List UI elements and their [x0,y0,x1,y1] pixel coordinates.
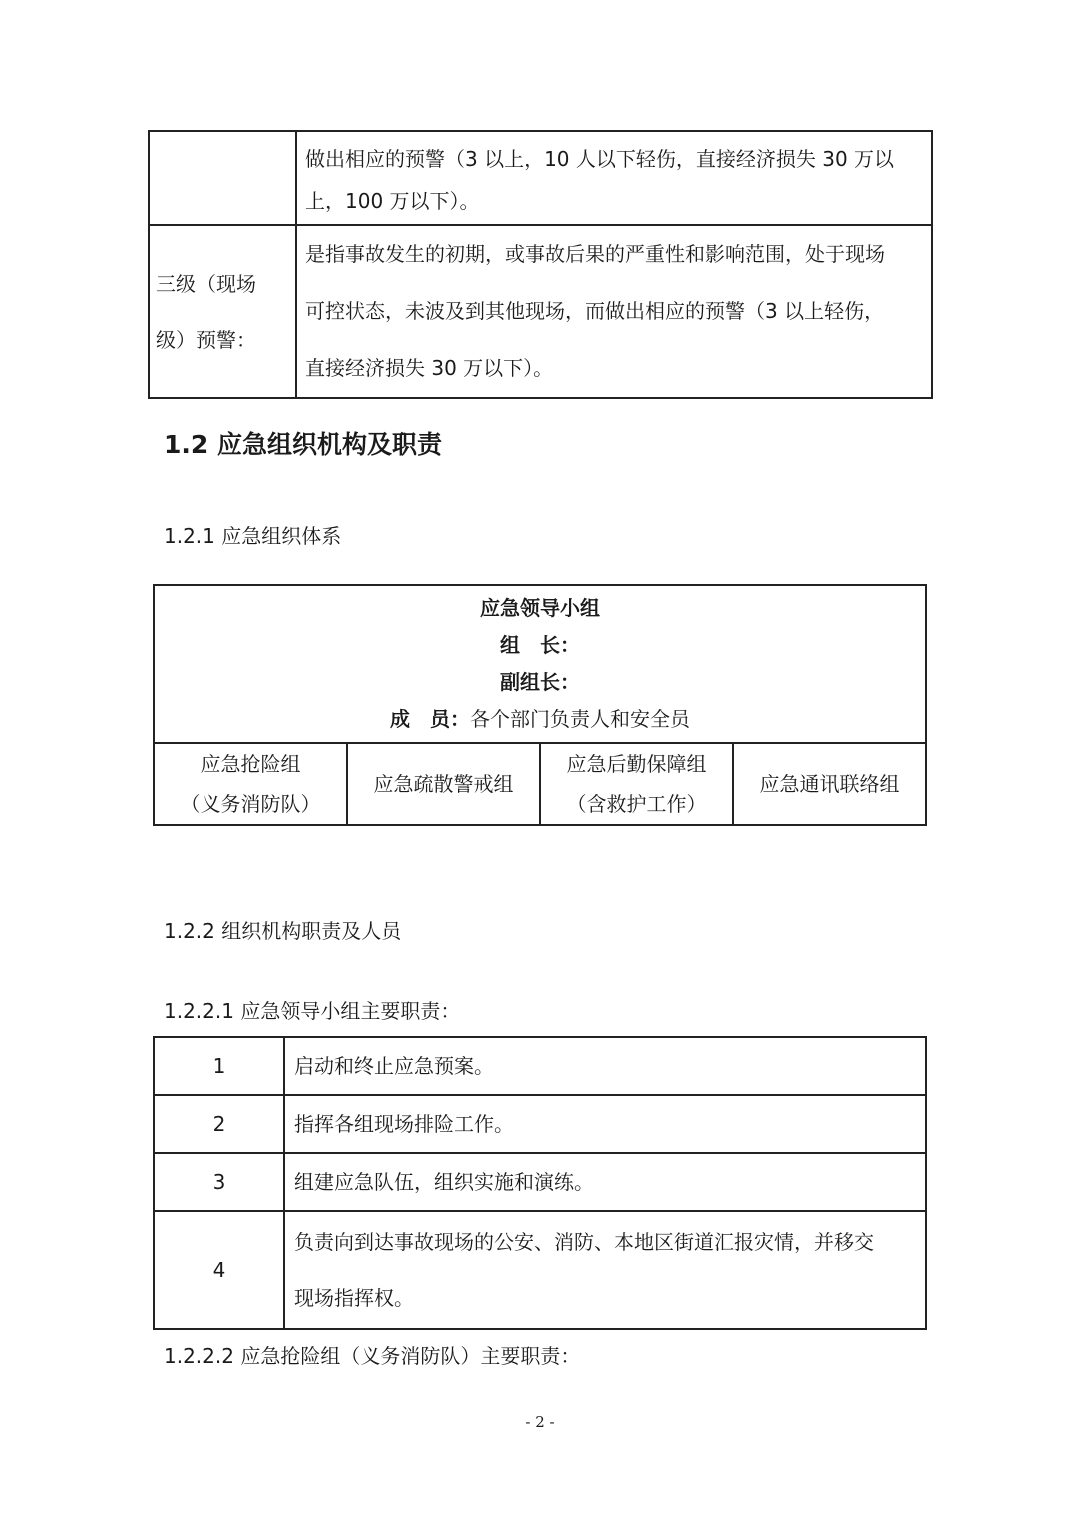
group-evacuation [347,743,540,825]
warning-desc-cell [296,225,932,398]
duty-number: 2 [154,1095,284,1153]
text-line: 上，100 万以下）。 [305,189,480,213]
text-line: 现场指挥权。 [294,1286,414,1310]
subsection-title: 1.2.2 组织机构职责及人员 [164,919,402,943]
duty-text [284,1153,926,1211]
text-line: 直接经济损失 30 万以下）。 [305,356,554,380]
text-line: 应急抢险组 [200,752,301,776]
text-line: 是指事故发生的初期，或事故后果的严重性和影响范围，处于现场 [305,242,885,266]
leader-title: 应急领导小组 [480,596,600,620]
text-line: 应急通讯联络组 [759,772,900,796]
members-label: 成 员： [390,707,470,731]
text-line: 负责向到达事故现场的公安、消防、本地区街道汇报灾情，并移交 [294,1230,874,1254]
section-title: 1.2 应急组织机构及职责 [164,430,442,459]
duty-number: 4 [154,1211,284,1329]
duty-text [284,1211,926,1329]
table-row [154,1037,926,1095]
warning-label-cell [149,131,296,225]
text-line: 三级（现场 [156,271,256,296]
members-line [155,701,925,738]
group-logistics [540,743,733,825]
group-communication [733,743,926,825]
org-chart [153,584,927,826]
deputy-label: 副组长： [500,670,580,694]
warning-label-cell [149,225,296,398]
duties-table [153,1036,927,1330]
text-line: 指挥各组现场排险工作。 [294,1112,514,1136]
text-line: 应急后勤保障组 [566,752,707,776]
duty-number: 1 [154,1037,284,1095]
table-row [154,1153,926,1211]
table-row [154,1095,926,1153]
table-row [154,585,926,743]
group-rescue [154,743,347,825]
table-row [154,1211,926,1329]
text-line: 组建应急队伍，组织实施和演练。 [294,1170,594,1194]
duty-number: 3 [154,1153,284,1211]
text-line: 做出相应的预警（3 以上，10 人以下轻伤，直接经济损失 30 万以 [305,147,895,171]
table-row [149,225,932,398]
subsection-title: 1.2.2.2 应急抢险组（义务消防队）主要职责： [164,1344,581,1368]
page-number: - 2 - [525,1413,555,1431]
warning-level-table [148,130,933,399]
duty-text [284,1095,926,1153]
leader-group-cell [154,585,926,743]
leader-label: 组 长： [500,633,580,657]
text-line: 级）预警： [156,327,256,352]
table-row [149,131,932,225]
warning-desc-cell [296,131,932,225]
text-line: （含救护工作） [566,792,707,816]
subsection-title: 1.2.1 应急组织体系 [164,524,342,548]
text-line: 可控状态，未波及到其他现场，而做出相应的预警（3 以上轻伤， [305,299,885,323]
text-line: 应急疏散警戒组 [373,772,514,796]
text-line: （义务消防队） [180,792,321,816]
table-row [154,743,926,825]
duty-text [284,1037,926,1095]
subsection-title: 1.2.2.1 应急领导小组主要职责： [164,999,461,1023]
text-line: 启动和终止应急预案。 [294,1054,494,1078]
members-value: 各个部门负责人和安全员 [470,707,690,731]
